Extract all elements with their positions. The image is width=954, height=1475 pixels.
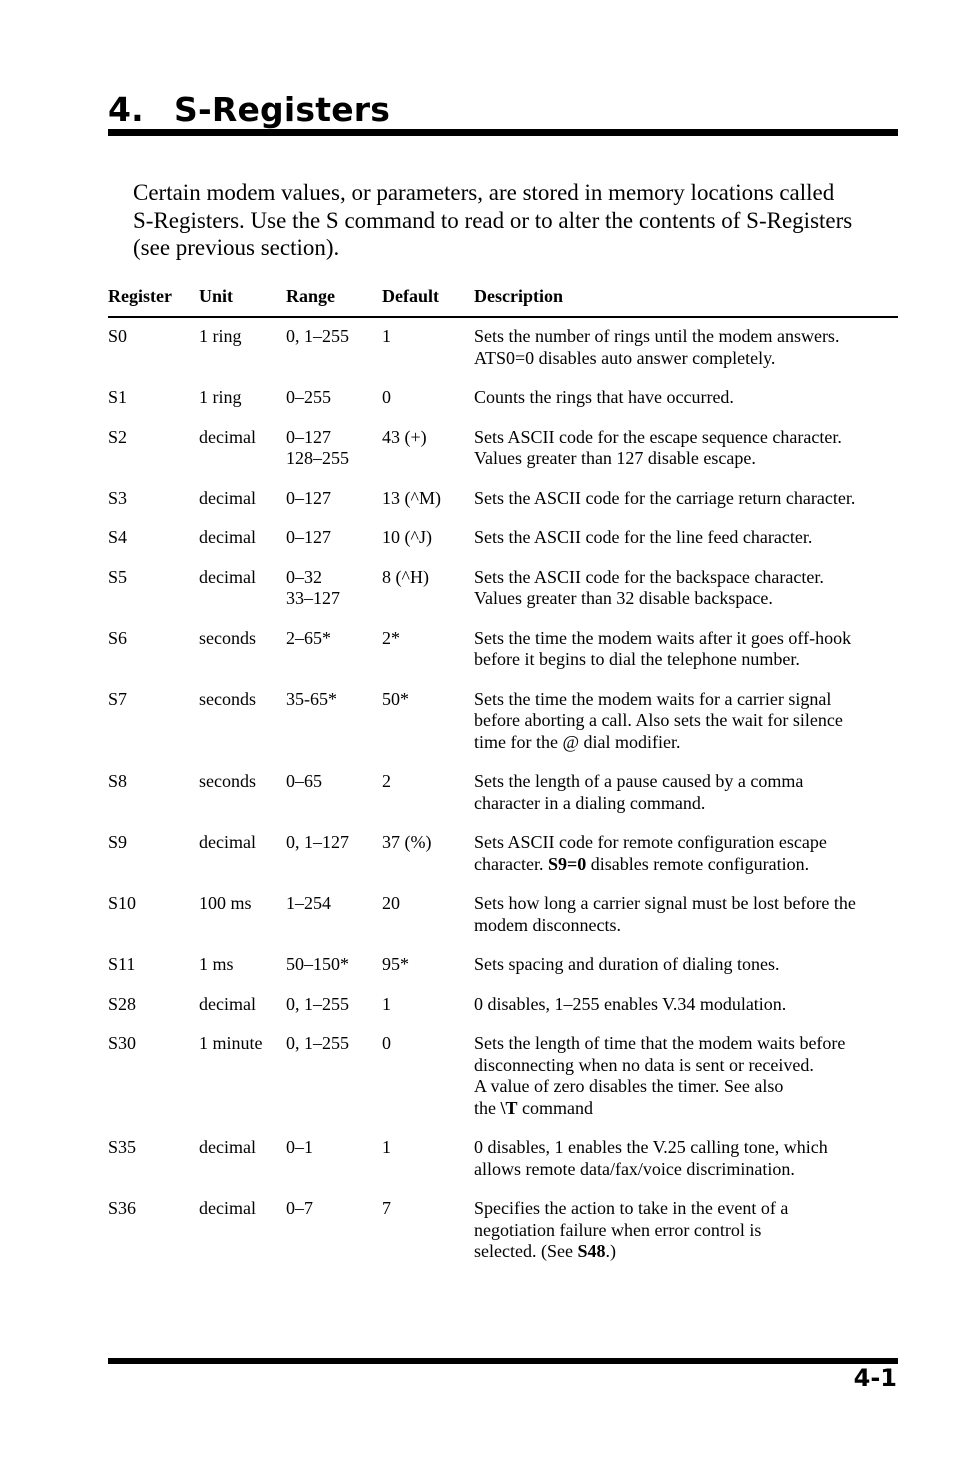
cell-range <box>286 326 382 369</box>
description-text: disables remote configuration. <box>586 853 810 874</box>
cell-register: S0 <box>108 326 128 346</box>
cell-default: 37 (%) <box>382 832 432 852</box>
description-text: Sets the length of time that the modem waits before <box>474 1033 846 1053</box>
description-line <box>474 832 898 854</box>
cell-range <box>286 567 382 610</box>
description-text: time for the @ dial modifier. <box>474 731 681 752</box>
description-text: before aborting a call. Also sets the wait for silence <box>474 710 843 730</box>
cell-description <box>474 893 898 936</box>
cell-default: 1 <box>382 993 391 1014</box>
description-text: Specifies the action to take in the event of a <box>474 1198 789 1218</box>
range-line: 0–7 <box>286 1198 313 1218</box>
table-row <box>108 479 898 519</box>
cell-unit: decimal <box>199 1137 256 1157</box>
description-text: Sets spacing and duration of dialing tones. <box>474 954 780 974</box>
heading-rule <box>108 129 898 136</box>
description-text: A value of zero disables the timer. See also <box>474 1076 784 1096</box>
cell-range <box>286 832 382 875</box>
cell-unit: decimal <box>199 487 256 508</box>
cell-register: S1 <box>108 387 128 407</box>
cell-register: S28 <box>108 993 137 1014</box>
cell-range <box>286 771 382 814</box>
cell-range <box>286 689 382 754</box>
cell-description <box>474 628 898 671</box>
description-text: Sets how long a carrier signal must be lost before the <box>474 893 856 913</box>
cell-register: S9 <box>108 832 128 852</box>
description-line <box>474 448 898 470</box>
range-line: 0–255 <box>286 387 331 407</box>
description-line <box>474 1137 898 1159</box>
cell-default: 7 <box>382 1198 391 1218</box>
cell-range <box>286 628 382 671</box>
cell-range <box>286 994 382 1016</box>
description-line <box>474 1220 898 1242</box>
cell-default: 13 (^M) <box>382 487 441 508</box>
intro-paragraph <box>133 179 898 262</box>
description-text: Sets the length of a pause caused by a comma <box>474 771 804 791</box>
cell-register: S7 <box>108 688 128 709</box>
table-row <box>108 418 898 479</box>
description-line <box>474 732 898 754</box>
description-text: disconnecting when no data is sent or received. <box>474 1054 814 1075</box>
description-text: Sets ASCII code for the escape sequence character. <box>474 426 842 447</box>
cell-default: 50* <box>382 688 409 709</box>
header-range: Range <box>286 286 335 306</box>
cell-range <box>286 488 382 510</box>
range-line: 0, 1–255 <box>286 993 349 1014</box>
range-line: 2–65* <box>286 627 331 648</box>
cell-description <box>474 771 898 814</box>
cell-register: S35 <box>108 1137 137 1157</box>
description-line <box>474 1076 898 1098</box>
description-line <box>474 588 898 610</box>
range-line: 128–255 <box>286 448 349 468</box>
description-text: the <box>474 1097 501 1118</box>
description-text: Sets the time the modem waits for a carrier signal <box>474 688 832 709</box>
cell-register: S10 <box>108 893 137 913</box>
description-text: selected. (See <box>474 1241 578 1261</box>
cell-description <box>474 1137 898 1180</box>
header-unit: Unit <box>199 286 234 306</box>
page-number: 4-1 <box>853 1364 897 1392</box>
table-row <box>108 558 898 619</box>
description-text: Sets the ASCII code for the line feed character. <box>474 527 813 547</box>
cell-register: S4 <box>108 527 128 547</box>
description-text: modem disconnects. <box>474 914 621 935</box>
s-register-table <box>108 286 898 1272</box>
table-row <box>108 518 898 558</box>
range-line: 0–65 <box>286 771 322 791</box>
cell-register: S5 <box>108 566 128 587</box>
description-line <box>474 649 898 671</box>
cell-description <box>474 567 898 610</box>
range-line: 0–1 <box>286 1137 313 1157</box>
description-line <box>474 915 898 937</box>
description-line <box>474 771 898 793</box>
cell-description <box>474 689 898 754</box>
cell-unit: decimal <box>199 566 256 587</box>
cell-description <box>474 832 898 875</box>
range-line: 0, 1–127 <box>286 832 349 852</box>
description-line <box>474 1033 898 1055</box>
cell-description <box>474 488 898 510</box>
chapter-heading <box>108 88 390 132</box>
range-line: 33–127 <box>286 588 340 608</box>
cell-default: 95* <box>382 954 409 974</box>
cell-range <box>286 954 382 976</box>
table-row <box>108 378 898 418</box>
description-text: 0 disables, 1 enables the V.25 calling tone, which <box>474 1137 828 1157</box>
table-row <box>108 1189 898 1272</box>
description-line <box>474 893 898 915</box>
range-line: 35-65* <box>286 688 337 709</box>
cell-description <box>474 527 898 549</box>
cell-unit: 100 ms <box>199 893 252 913</box>
cell-register: S30 <box>108 1033 137 1053</box>
cell-unit: seconds <box>199 771 256 791</box>
description-text: character. <box>474 853 548 874</box>
range-line: 1–254 <box>286 893 331 913</box>
header-default: Default <box>382 286 439 306</box>
description-text: ATS0=0 disables auto answer completely. <box>474 347 776 368</box>
description-text: Sets the number of rings until the modem answers. <box>474 326 840 346</box>
table-row <box>108 1024 898 1128</box>
description-bold-text: S48 <box>577 1241 606 1261</box>
table-row <box>108 1128 898 1189</box>
description-line <box>474 1241 898 1263</box>
table-row <box>108 318 898 378</box>
cell-range <box>286 1137 382 1180</box>
description-line <box>474 689 898 711</box>
description-text: command <box>517 1097 593 1118</box>
cell-register: S11 <box>108 954 136 974</box>
table-row <box>108 985 898 1025</box>
cell-default: 0 <box>382 1033 391 1053</box>
description-line <box>474 1098 898 1120</box>
description-text: allows remote data/fax/voice discrimination. <box>474 1158 795 1179</box>
description-line <box>474 387 898 409</box>
header-description: Description <box>474 286 563 306</box>
cell-default: 0 <box>382 387 391 407</box>
cell-register: S36 <box>108 1198 137 1218</box>
table-row <box>108 823 898 884</box>
description-text: Values greater than 127 disable escape. <box>474 448 756 468</box>
chapter-title: S-Registers <box>174 90 391 129</box>
description-text: negotiation failure when error control is <box>474 1219 762 1240</box>
cell-unit: 1 ms <box>199 954 234 974</box>
cell-default: 1 <box>382 1137 391 1157</box>
cell-unit: 1 ring <box>199 387 242 407</box>
cell-register: S8 <box>108 771 128 791</box>
cell-unit: decimal <box>199 1198 256 1218</box>
description-line <box>474 1198 898 1220</box>
description-line <box>474 488 898 510</box>
chapter-number: 4. <box>108 90 144 129</box>
cell-unit: decimal <box>199 426 256 447</box>
range-line: 0–127 <box>286 426 331 447</box>
description-line <box>474 954 898 976</box>
description-line <box>474 348 898 370</box>
cell-default: 2 <box>382 771 391 791</box>
cell-default: 10 (^J) <box>382 527 432 547</box>
cell-description <box>474 954 898 976</box>
table-body <box>108 318 898 1272</box>
description-text: Counts the rings that have occurred. <box>474 387 734 407</box>
cell-unit: 1 ring <box>199 326 242 346</box>
cell-unit: decimal <box>199 527 256 547</box>
cell-description <box>474 1033 898 1119</box>
description-line <box>474 567 898 589</box>
intro-line: (see previous section). <box>133 235 340 260</box>
cell-unit: decimal <box>199 993 256 1014</box>
cell-description <box>474 994 898 1016</box>
cell-description <box>474 387 898 409</box>
cell-register: S2 <box>108 426 128 447</box>
description-text: Values greater than 32 disable backspace. <box>474 588 773 608</box>
description-line <box>474 994 898 1016</box>
cell-unit: decimal <box>199 832 256 852</box>
cell-range <box>286 893 382 936</box>
cell-range <box>286 1033 382 1119</box>
cell-unit: 1 minute <box>199 1033 263 1053</box>
description-text: Sets the time the modem waits after it goes off-hook <box>474 627 852 648</box>
description-line <box>474 1159 898 1181</box>
description-text: Sets the ASCII code for the backspace character. <box>474 566 824 587</box>
range-line: 0–32 <box>286 566 322 587</box>
intro-line: Certain modem values, or parameters, are stored in memory locations called <box>133 180 835 205</box>
cell-default: 20 <box>382 893 400 913</box>
description-text: .) <box>605 1241 616 1261</box>
cell-description <box>474 1198 898 1263</box>
description-line <box>474 427 898 449</box>
description-line <box>474 527 898 549</box>
footer-rule <box>108 1358 898 1364</box>
description-line <box>474 628 898 650</box>
cell-register: S3 <box>108 487 128 508</box>
description-line <box>474 326 898 348</box>
table-row <box>108 884 898 945</box>
cell-description <box>474 326 898 369</box>
description-line <box>474 854 898 876</box>
description-bold-text: \T <box>500 1097 518 1118</box>
range-line: 50–150* <box>286 954 349 974</box>
table-row <box>108 680 898 763</box>
cell-description <box>474 427 898 470</box>
cell-range <box>286 427 382 470</box>
table-row <box>108 619 898 680</box>
range-line: 0–127 <box>286 527 331 547</box>
cell-range <box>286 1198 382 1263</box>
description-text: Sets the ASCII code for the carriage return character. <box>474 487 856 508</box>
cell-default: 43 (+) <box>382 426 427 447</box>
cell-default: 8 (^H) <box>382 566 429 587</box>
intro-line: S-Registers. Use the S command to read or to alter the contents of S-Registers <box>133 207 853 233</box>
description-bold-text: S9=0 <box>547 853 587 874</box>
cell-unit: seconds <box>199 627 256 648</box>
description-text: character in a dialing command. <box>474 792 706 813</box>
table-row <box>108 945 898 985</box>
description-text: Sets ASCII code for remote configuration escape <box>474 832 827 852</box>
table-header <box>108 286 898 318</box>
range-line: 0, 1–255 <box>286 1033 349 1053</box>
description-line <box>474 1055 898 1077</box>
cell-default: 2* <box>382 627 400 648</box>
table-row <box>108 762 898 823</box>
range-line: 0–127 <box>286 487 331 508</box>
cell-default: 1 <box>382 326 391 346</box>
header-register: Register <box>108 286 172 306</box>
range-line: 0, 1–255 <box>286 326 349 346</box>
description-line <box>474 793 898 815</box>
cell-register: S6 <box>108 627 128 648</box>
description-line <box>474 710 898 732</box>
cell-range <box>286 387 382 409</box>
description-text: before it begins to dial the telephone number. <box>474 649 800 669</box>
cell-unit: seconds <box>199 688 256 709</box>
cell-range <box>286 527 382 549</box>
description-text: 0 disables, 1–255 enables V.34 modulation. <box>474 993 787 1014</box>
